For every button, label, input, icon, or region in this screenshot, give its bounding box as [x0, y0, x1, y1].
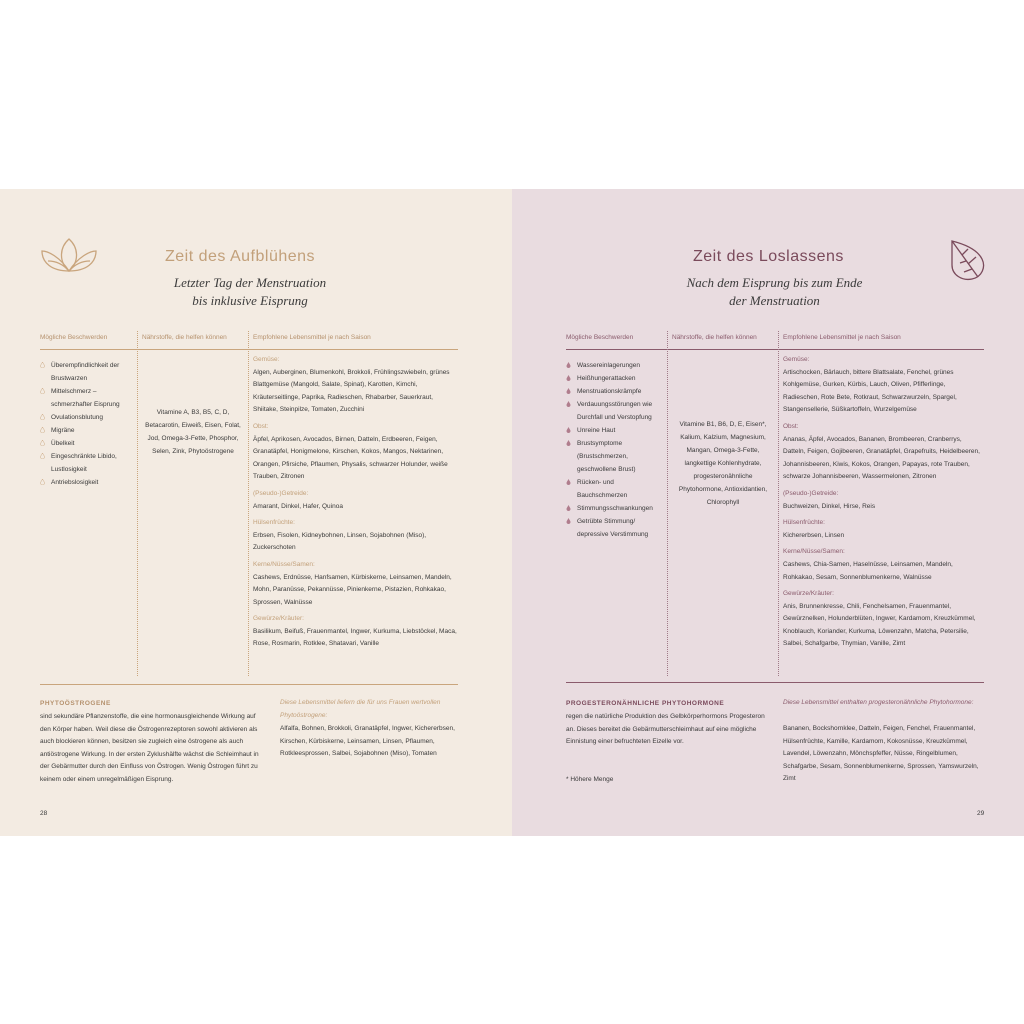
column-header-nutrients: Nährstoffe, die helfen können	[142, 334, 227, 341]
nutrients-text: Vitamine A, B3, B5, C, D, Betacarotin, Eiweiß, Eisen, Folat, Jod, Omega-3-Fette, Phosphor, Selen, Zink, Phytoöstrogene	[145, 409, 241, 455]
column-divider	[248, 331, 249, 676]
food-category-text: Amarant, Dinkel, Hafer, Quinoa	[253, 502, 343, 510]
complaint-text: Mittelschmerz – schmerzhafter Eisprung	[51, 388, 120, 408]
food-category	[253, 354, 458, 417]
bottom-italic-intro: Diese Lebensmittel enthalten progesteronähnliche Phytohormone:	[783, 699, 974, 706]
column-divider	[667, 331, 668, 676]
drop-icon	[566, 388, 571, 394]
food-category-label: Gewürze/Kräuter:	[253, 615, 304, 623]
complaint-item	[566, 398, 663, 424]
nutrients-text: Vitamine B1, B6, D, E, Eisen*, Kalium, Kalzium, Magnesium, Mangan, Omega-3-Fette, langkettige Kohlenhydrate, progesteronähnliche Phytohormone, Antioxidantien, Chlorophyll	[678, 421, 768, 506]
complaints-list	[566, 359, 663, 541]
food-category-label: Gemüse:	[253, 356, 280, 363]
complaint-item	[40, 424, 135, 437]
complaint-item	[566, 476, 663, 502]
page-number: 29	[977, 810, 985, 817]
complaint-text: Verdauungsstörungen wie Durchfall und Verstopfung	[577, 401, 653, 421]
food-category	[253, 613, 458, 651]
column-header-complaints: Mögliche Beschwerden	[40, 334, 108, 341]
food-category	[253, 517, 458, 555]
food-category	[253, 421, 458, 484]
food-category-label: Gemüse:	[783, 356, 810, 363]
drop-icon	[40, 479, 45, 485]
bottom-heading: PHYTOÖSTROGENE	[40, 700, 111, 707]
drop-icon	[566, 518, 571, 524]
complaint-text: Brustsymptome (Brustschmerzen, geschwollene Brust)	[577, 440, 636, 473]
complaint-item	[40, 450, 135, 476]
food-category	[783, 546, 983, 584]
complaint-text: Überempfindlichkeit der Brustwarzen	[51, 362, 120, 382]
complaint-item	[40, 437, 135, 450]
complaint-text: Eingeschränkte Libido, Lustlosigkeit	[51, 453, 117, 473]
subtitle-line-1: Nach dem Eisprung bis zum Ende	[686, 275, 863, 290]
left-page	[0, 189, 512, 836]
complaint-item	[40, 359, 135, 385]
drop-icon	[566, 362, 571, 368]
food-category-label: (Pseudo-)Getreide:	[783, 489, 839, 497]
footnote: * Höhere Menge	[566, 776, 614, 783]
drop-icon	[40, 453, 45, 459]
food-category	[783, 588, 983, 651]
food-category	[783, 488, 983, 513]
food-category-label: Hülsenfrüchte:	[783, 519, 825, 527]
page-subtitle	[662, 274, 887, 310]
right-page	[512, 189, 1024, 836]
drop-icon	[566, 375, 571, 381]
drop-icon	[40, 388, 45, 394]
bottom-food-list: Alfalfa, Bohnen, Brokkoli, Granatäpfel, Ingwer, Kichererbsen, Kirschen, Kürbiskerne, Leinsamen, Linsen, Pflaumen, Rotkleesprossen, Salbei, Sojabohnen (Miso), Tomaten	[280, 725, 455, 758]
complaint-text: Antriebslosigkeit	[51, 479, 99, 486]
bottom-italic-intro: Diese Lebensmittel liefern die für uns Frauen wertvollen Phytoöstrogene:	[280, 699, 441, 719]
food-category-text: Anis, Brunnenkresse, Chili, Fenchelsamen, Frauenmantel, Gewürznelken, Holunderblüten, Ingwer, Kardamom, Kreuzkümmel, Knoblauch, Koriander, Kurkuma, Löwenzahn, Matcha, Petersilie, Salbei, Schafgarbe, Thymian, Vanille, Zimt	[783, 602, 976, 648]
complaint-text: Wassereinlagerungen	[577, 362, 640, 369]
foods-list	[253, 354, 458, 651]
drop-icon	[40, 414, 45, 420]
header-divider	[566, 349, 984, 350]
column-header-foods: Empfohlene Lebensmittel je nach Saison	[253, 334, 371, 341]
food-category	[783, 421, 983, 484]
column-header-nutrients: Nährstoffe, die helfen können	[672, 334, 757, 341]
complaint-item	[566, 515, 663, 541]
complaint-text: Übelkeit	[51, 440, 75, 447]
food-category	[783, 354, 983, 417]
drop-icon	[40, 427, 45, 433]
food-category-text: Kichererbsen, Linsen	[783, 531, 845, 539]
complaint-text: Ovulationsblutung	[51, 414, 104, 421]
food-category-label: Kerne/Nüsse/Samen:	[253, 560, 315, 568]
complaint-item	[566, 502, 663, 515]
food-category-text: Cashews, Chia-Samen, Haselnüsse, Leinsamen, Mandeln, Rohkakao, Sesam, Sonnenblumenkerne, Walnüsse	[783, 560, 953, 581]
complaint-item	[566, 385, 663, 398]
column-divider	[137, 331, 138, 676]
food-category-label: (Pseudo-)Getreide:	[253, 489, 309, 497]
subtitle-line-2: der Menstruation	[729, 293, 820, 308]
drop-icon	[566, 440, 571, 446]
complaint-text: Migräne	[51, 427, 75, 434]
complaint-item	[566, 359, 663, 372]
drop-icon	[566, 479, 571, 485]
page-title: Zeit des Loslassens	[693, 248, 844, 265]
drop-icon	[40, 440, 45, 446]
drop-icon	[566, 401, 571, 407]
table-bottom-divider	[40, 684, 458, 685]
subtitle-line-2: bis inklusive Eisprung	[192, 293, 308, 308]
complaint-item	[566, 372, 663, 385]
bottom-text: sind sekundäre Pflanzenstoffe, die eine hormonausgleichende Wirkung auf den Körper haben. Weil diese die Östrogenrezeptoren sowohl aktivieren als auch blockieren können, besitzen sie zugleich eine östrogene als auch antiöstrogene Wirkung. In der ersten Zyklushälfte wächst die Schleimhaut in der Gebärmutter durch den Einfluss von Östrogen. Wenig Östrogen führt zu keinem oder einem unregelmäßigen Eisprung.	[40, 713, 259, 783]
bottom-text: regen die natürliche Produktion des Gelbkörperhormons Progesteron an. Dieses bereitet die Gebärmutterschleimhaut auf eine mögliche Einnistung einer befruchteten Eizelle vor.	[566, 713, 765, 746]
foods-list	[783, 354, 983, 651]
complaint-item	[40, 385, 135, 411]
complaint-text: Menstruationskrämpfe	[577, 388, 642, 395]
bottom-heading: PROGESTERONÄHNLICHE PHYTOHORMONE	[566, 700, 725, 707]
food-category	[783, 517, 983, 542]
complaint-item	[40, 476, 135, 489]
complaint-item	[40, 411, 135, 424]
subtitle-line-1: Letzter Tag der Menstruation	[173, 275, 327, 290]
page-subtitle	[150, 274, 350, 310]
food-category-text: Artischocken, Bärlauch, bittere Blattsalate, Fenchel, grünes Kohlgemüse, Gurken, Kürbis, Lauch, Oliven, Pfifferlinge, Radieschen, Rote Bete, Rotkraut, Schwarzwurzeln, Spargel, Stangensellerie, Süßkartoffeln, Wurzelgemüse	[783, 368, 957, 414]
column-header-foods: Empfohlene Lebensmittel je nach Saison	[783, 334, 901, 341]
column-divider	[778, 331, 779, 676]
complaint-text: Rücken- und Bauchschmerzen	[577, 479, 628, 499]
complaint-text: Stimmungsschwankungen	[577, 505, 653, 512]
page-number: 28	[40, 810, 48, 817]
food-category-text: Erbsen, Fisolen, Kidneybohnen, Linsen, Sojabohnen (Miso), Zuckerschoten	[253, 531, 427, 552]
complaint-item	[566, 424, 663, 437]
food-category	[253, 488, 458, 513]
header-divider	[40, 349, 458, 350]
food-category-text: Algen, Auberginen, Blumenkohl, Brokkoli, Frühlingszwiebeln, grünes Blattgemüse (Mangold, Salate, Spinat), Karotten, Kimchi, Kräuterseitlinge, Paprika, Radieschen, Rhabarber, Sauerkraut, Shiitake, Steinpilze, Tomaten, Zucchini	[253, 368, 450, 414]
lotus-icon	[38, 235, 100, 275]
food-category-label: Gewürze/Kräuter:	[783, 590, 834, 598]
complaint-item	[566, 437, 663, 476]
food-category-text: Cashews, Erdnüsse, Hanfsamen, Kürbiskerne, Leinsamen, Mandeln, Mohn, Paranüsse, Pekannüsse, Pinienkerne, Pistazien, Rohkakao, Sprossen, Walnüsse	[253, 573, 452, 606]
page-title: Zeit des Aufblühens	[165, 248, 316, 265]
food-category-label: Obst:	[783, 422, 799, 430]
leaf-icon	[948, 237, 988, 283]
complaints-list	[40, 359, 135, 489]
food-category-text: Basilikum, Beifuß, Frauenmantel, Ingwer, Kurkuma, Liebstöckel, Maca, Rose, Rosmarin, Rotklee, Shatavari, Vanille	[253, 627, 457, 648]
drop-icon	[566, 427, 571, 433]
food-category-text: Buchweizen, Dinkel, Hirse, Reis	[783, 502, 876, 510]
drop-icon	[566, 505, 571, 511]
food-category-text: Ananas, Äpfel, Avocados, Bananen, Brombeeren, Cranberrys, Datteln, Feigen, Gojibeeren, Granatäpfel, Grapefruits, Heidelbeeren, Johannisbeeren, Kiwis, Kokos, Orangen, Papayas, rote Trauben, schwarze Johannisbeeren, Wassermelonen, Zitronen	[783, 435, 980, 481]
bottom-food-list: Bananen, Bockshornklee, Datteln, Feigen, Fenchel, Frauenmantel, Hülsenfrüchte, Kamille, Kardamom, Kokosnüsse, Kreuzkümmel, Lavendel, Löwenzahn, Mönchspfeffer, Nüsse, Ringelblumen, Schafgarbe, Sesam, Sonnenblumenkerne, Sprossen, Yamswurzeln, Zimt	[783, 725, 979, 783]
food-category	[253, 559, 458, 609]
food-category-label: Hülsenfrüchte:	[253, 519, 295, 527]
complaint-text: Unreine Haut	[577, 427, 616, 434]
table-bottom-divider	[566, 682, 984, 683]
column-header-complaints: Mögliche Beschwerden	[566, 334, 634, 341]
complaint-text: Heißhungerattacken	[577, 375, 636, 382]
complaint-text: Getrübte Stimmung/ depressive Verstimmung	[577, 518, 649, 538]
food-category-label: Obst:	[253, 422, 269, 430]
food-category-label: Kerne/Nüsse/Samen:	[783, 548, 845, 556]
drop-icon	[40, 362, 45, 368]
food-category-text: Äpfel, Aprikosen, Avocados, Birnen, Datteln, Erdbeeren, Feigen, Granatäpfel, Honigmelone, Kirschen, Kokos, Mangos, Nektarinen, Orangen, Pfirsiche, Pflaumen, Physalis, schwarzer Holunder, weiße Trauben, Zitronen	[253, 435, 448, 481]
